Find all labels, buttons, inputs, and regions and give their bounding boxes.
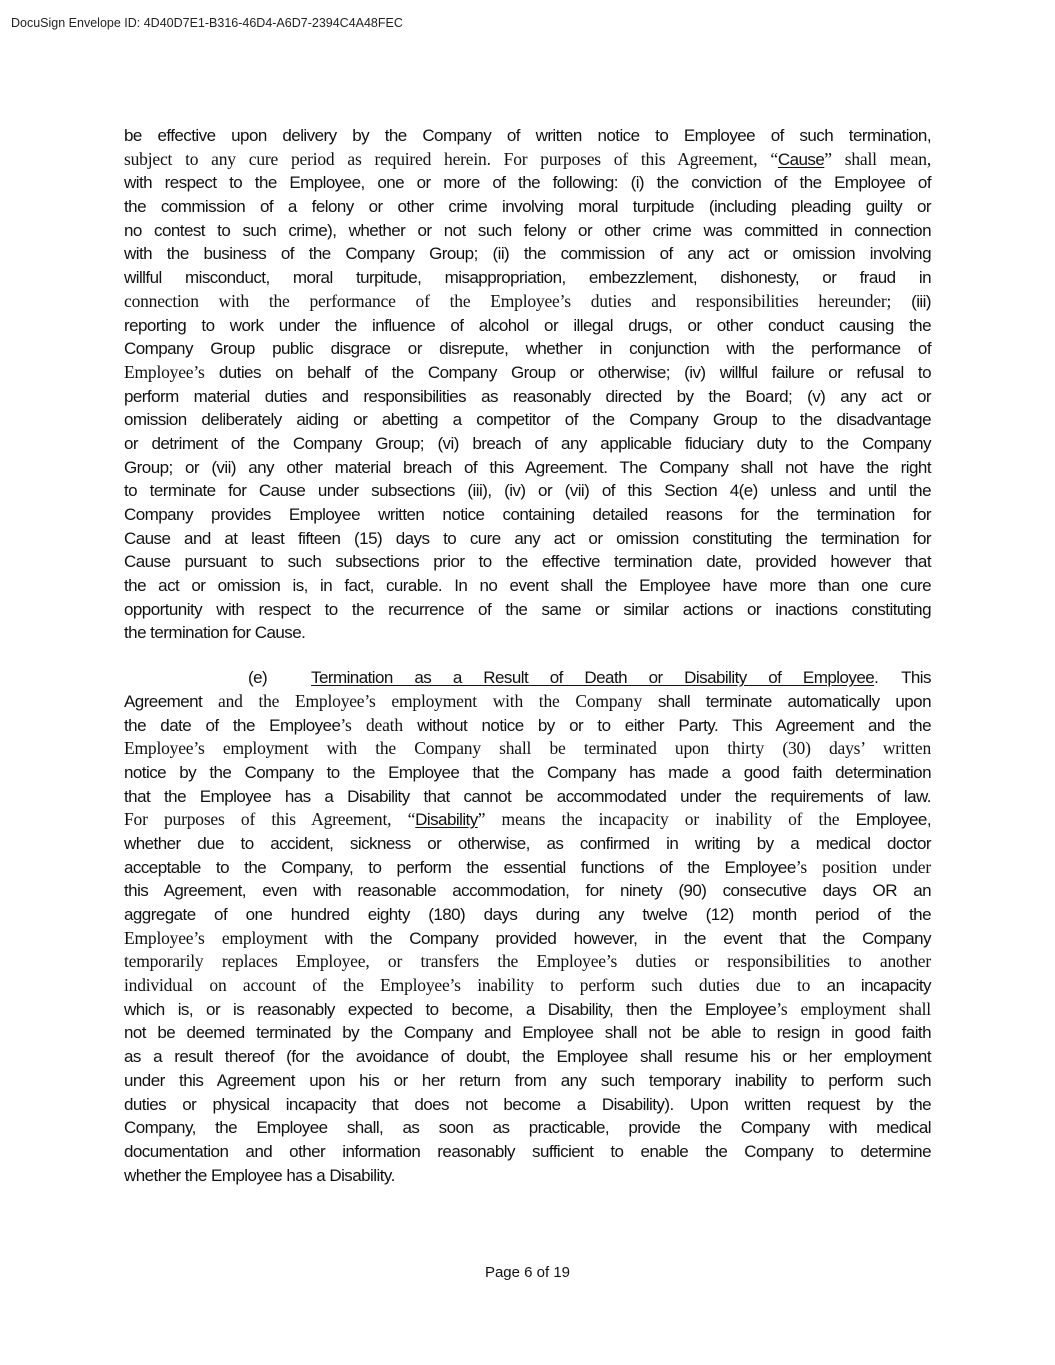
text-run: shall terminate automatically upon	[657, 691, 931, 711]
text-run: which is, or is reasonably expected to become, a Disability, then the Employee	[124, 999, 777, 1019]
text-line: under this Agreement upon his or her return from any such temporary inability to perform such	[124, 1070, 931, 1090]
text-line: Company provides Employee written notice containing detailed reasons for the termination for	[124, 505, 931, 524]
text-line	[124, 361, 931, 385]
text-run: and the Employee’s employment with the Company	[218, 690, 658, 711]
text-line: or detriment of the Company Group; (vi) breach of any applicable fiduciary duty to the Company	[124, 433, 931, 453]
text-line: this Agreement, even with reasonable accommodation, for ninety (90) consecutive days OR an	[124, 881, 931, 901]
text-line: not be deemed terminated by the Company and Employee shall not be able to resign in good faith	[124, 1023, 931, 1043]
text-line	[124, 808, 931, 832]
text-run: with the Company provided however, in the event that the Company	[324, 928, 931, 948]
text-line: opportunity with respect to the recurrence of the same or similar actions or inactions constituting	[124, 599, 931, 619]
text-line: the commission of a felony or other crime involving moral turpitude (including pleading guilty or	[124, 197, 931, 217]
text-run: individual on account of the Employee’s inability to perform such duties due to	[124, 975, 827, 996]
text-run: ’s death	[340, 714, 418, 735]
text-run: Employee’s	[124, 361, 219, 382]
text-run: (iii)	[911, 291, 931, 311]
section-heading-line	[124, 666, 931, 690]
text-line: be effective upon delivery by the Company of written notice to Employee of such termination,	[124, 126, 931, 145]
docusign-envelope-id: DocuSign Envelope ID: 4D40D7E1-B316-46D4-A6D7-2394C4A48FEC	[11, 16, 403, 30]
text-line: notice by the Company to the Employee that the Company has made a good faith determination	[124, 762, 931, 782]
text-line: no contest to such crime), whether or not such felony or other crime was committed in connection	[124, 220, 931, 240]
text-run: Employee’s employment with the Company shall be terminated upon thirty (30) days’ written	[124, 738, 931, 759]
text-line: omission deliberately aiding or abetting a competitor of the Company Group to the disadvantage	[124, 410, 931, 430]
text-line: Group; or (vii) any other material breach of this Agreement. The Company shall not have the right	[124, 457, 931, 477]
section-e-death-or-disability	[124, 666, 931, 1187]
text-line: willful misconduct, moral turpitude, misappropriation, embezzlement, dishonesty, or fraud in	[124, 268, 931, 288]
text-run: connection with the performance of the Employee’s duties and responsibilities hereunder;	[124, 290, 912, 311]
text-run: ’s position under	[795, 856, 931, 877]
text-run: Agreement	[124, 691, 218, 711]
text-line: duties or physical incapacity that does not become a Disability). Upon written request by the	[124, 1094, 931, 1114]
text-line: the termination for Cause.	[124, 623, 306, 643]
text-run: acceptable to the Company, to perform the essential functions of the Employee	[124, 857, 796, 877]
text-run: an incapacity	[826, 976, 932, 996]
text-line: whether due to accident, sickness or otherwise, as confirmed in writing by a medical doctor	[124, 833, 931, 853]
defined-term-cause: Cause	[777, 149, 825, 169]
text-run: subject to any cure period as required herein. For purposes of this Agreement, “	[124, 148, 778, 169]
text-run: ’s employment shall	[776, 998, 931, 1019]
section-number: (e)	[248, 668, 268, 688]
text-line: Company Group public disgrace or disrepute, whether in conjunction with the performance of	[124, 339, 931, 359]
text-run: Employee’s employment	[124, 927, 325, 948]
text-line: the act or omission is, in fact, curable. In no event shall the Employee have more than one cure	[124, 576, 931, 596]
text-run: Employee,	[855, 810, 931, 830]
text-line	[124, 690, 931, 714]
text-run: duties on behalf of the Company Group or otherwise; (iv) willful failure or refusal to	[218, 362, 932, 382]
text-line: with respect to the Employee, one or more of the following: (i) the conviction of the Employee of	[124, 173, 931, 193]
text-line	[124, 950, 931, 974]
text-line	[124, 856, 931, 880]
text-line: Cause pursuant to such subsections prior to the effective termination date, provided however that	[124, 552, 931, 572]
text-line: whether the Employee has a Disability.	[124, 1165, 395, 1185]
text-run: without notice by or to either Party. This Agreement and the	[417, 715, 931, 735]
text-run: the date of the Employee	[124, 715, 341, 735]
page-number: Page 6 of 19	[484, 1264, 571, 1281]
text-line	[124, 998, 931, 1022]
text-line: documentation and other information reasonably sufficient to enable the Company to determine	[124, 1141, 931, 1161]
text-run: temporarily replaces Employee, or transfers the Employee’s duties or responsibilities to another	[124, 951, 931, 972]
text-line	[124, 714, 931, 738]
section-title: Termination as a Result of Death or Disability of Employee	[311, 668, 875, 688]
text-line: Company, the Employee shall, as soon as practicable, provide the Company with medical	[124, 1118, 931, 1138]
text-line	[124, 737, 931, 761]
text-line: to terminate for Cause under subsections (iii), (iv) or (vii) of this Section 4(e) unless and until the	[124, 481, 931, 501]
text-run: ” means the incapacity or inability of the	[477, 809, 856, 830]
text-line	[124, 927, 931, 951]
text-line: as a result thereof (for the avoidance of doubt, the Employee shall resume his or her employment	[124, 1047, 931, 1067]
text-line: perform material duties and responsibilities as reasonably directed by the Board; (v) any act or	[124, 386, 931, 406]
paragraph-spacer	[124, 645, 931, 666]
text-run: For purposes of this Agreement, “	[124, 809, 416, 830]
text-run: ” shall mean,	[824, 148, 931, 169]
text-line: Cause and at least fifteen (15) days to cure any act or omission constituting the termination for	[124, 528, 931, 548]
document-body	[124, 124, 931, 1187]
text-line	[124, 148, 931, 172]
text-line: reporting to work under the influence of alcohol or illegal drugs, or other conduct causing the	[124, 315, 931, 335]
text-line	[124, 290, 931, 314]
text-line: with the business of the Company Group; (ii) the commission of any act or omission involving	[124, 244, 931, 264]
text-line: that the Employee has a Disability that cannot be accommodated under the requirements of law.	[124, 786, 931, 806]
paragraph-cause-definition	[124, 124, 931, 645]
defined-term-disability: Disability	[415, 810, 478, 830]
text-line	[124, 974, 931, 998]
text-line: aggregate of one hundred eighty (180) days during any twelve (12) month period of the	[124, 905, 931, 924]
text-run: . This	[874, 668, 931, 688]
